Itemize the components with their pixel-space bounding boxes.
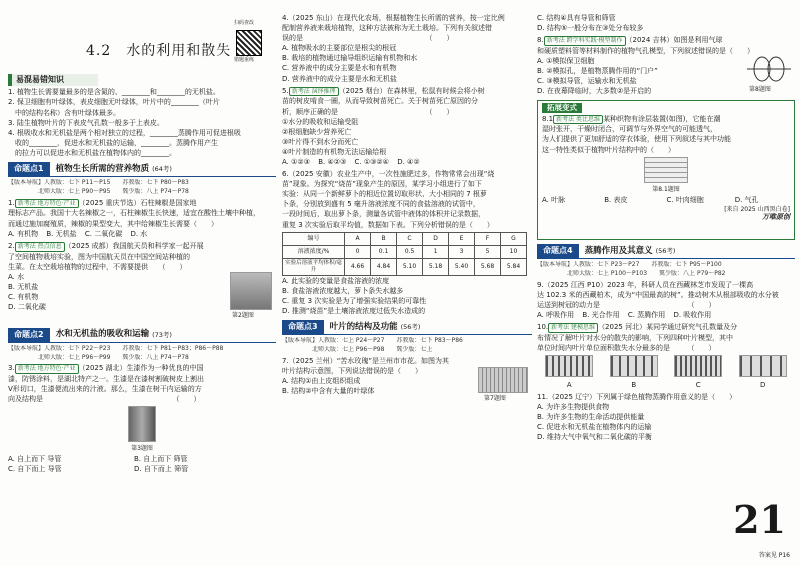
option[interactable]: C. 重复 3 次实验是为了增强实验结果的可靠性 — [282, 297, 427, 306]
option[interactable]: B. 栽培的植物通过输导组织运输有机物和水 — [282, 54, 418, 63]
option[interactable]: C. 叶肉细胞 — [666, 195, 704, 204]
new-method-tag: 新考法 演绎推理 — [289, 87, 339, 97]
leaf-model-figure — [674, 355, 722, 377]
yhx-list — [8, 88, 276, 158]
option[interactable]: A. 有机物 — [8, 229, 39, 238]
table-row: 溶液浓度/% 0 0.1 0.5 1 3 5 10 — [283, 245, 527, 258]
new-method-tag: 新考法 热点信息 — [15, 242, 65, 252]
version-guide: 【版本导航】人教版：七上 P24～P27 苏教版：七下 P83～P86 — [282, 337, 463, 345]
option[interactable]: B. ②模拟孔，是植物蒸腾作用的“门户” — [537, 67, 658, 76]
yhx-item: 3. 陆生植物叶片的下表皮气孔数一般多于上表皮。 — [8, 118, 164, 127]
option[interactable]: A. ①模拟保卫细胞 — [537, 57, 595, 66]
option[interactable]: C. ③模拟导管，运输水和无机盐 — [537, 77, 637, 86]
figure-caption: 第2题图 — [232, 311, 254, 319]
option[interactable]: B. 自上而下 筛管 — [134, 455, 188, 464]
option[interactable]: D. 在夜幕降临时，大多数②是开启的 — [537, 87, 652, 96]
option[interactable]: D. 结构⑤一般分布在③处分布较多 — [537, 24, 644, 33]
option[interactable]: D. 自下而上 筛管 — [134, 465, 189, 474]
option[interactable]: B. 表皮 — [604, 195, 628, 204]
figure-caption: 第7题图 — [484, 394, 506, 402]
question-4: 4.（2025 东山）在现代化农场，根据植物生长所需的营养，按一定比例 配制营养液来栽培植物，这种方法被称为无土栽培。下列有关叙述错 误的是 （ ） A. 植物吸水的主要部位是根尖的根冠 B. 栽培的植物通过输导组织运输有机物和水 C. 营养液中的成分主要是水和有机物 D. 营养液中的成分主要是水和无机盐 — [282, 14, 532, 84]
option[interactable]: B. 结构②中含有大量的叶绿体 — [282, 387, 375, 396]
yhx-item: 收的________，促进水和无机盐的运输，________。蒸腾作用产生 — [8, 138, 218, 147]
option[interactable]: D. 气孔 — [734, 195, 759, 204]
statement: ③叶片得不到水分而死亡 — [282, 137, 359, 146]
option[interactable]: D. 推测“烧苗”是土壤溶液浓度过低失水造成的 — [282, 307, 426, 316]
page-number: 21 — [733, 496, 786, 542]
qr-code[interactable] — [236, 30, 262, 56]
figure-stomata-model — [747, 54, 791, 84]
option[interactable]: A. 为许多生物提供食物 — [537, 402, 610, 411]
answer-reference: 答案见 P16 — [758, 552, 790, 560]
table-row: 实验后溶液平均体积/毫升 4.66 4.84 5.10 5.18 5.40 5.68 5.84 — [283, 258, 527, 275]
section-header-4: 命题点4 蒸腾作用及其意义 (56考) — [537, 244, 795, 259]
leaf-model-options — [537, 355, 795, 389]
leaf-model-figure — [610, 355, 658, 377]
question-7-cont — [537, 14, 795, 33]
option[interactable]: A. 植物吸水的主要部位是根尖的根冠 — [282, 44, 397, 53]
qr-caption-2: 错题重练 — [234, 57, 255, 63]
version-guide: 北师大版：七上 P100～P103 冀少版：八上 P79～P82 — [537, 270, 726, 278]
question-1: 1. 新考法 地方特色·产业 （2025 重庆节选）石柱辣椒是国家地 理标志产品。我国十大名辣椒之一，石柱辣椒生长快速，适宜在酸性土壤中种植， 而通过施加腐殖质，辣椒的果型变大，其中给辣椒生长需要（ ） A. 有机物 B. 无机盐 C. 二氧化碳 D. 水 — [8, 198, 260, 238]
option[interactable]: D. 二氧化碳 — [8, 302, 46, 311]
yhx-item: 2. 保卫细胞有叶绿体，表皮细胞无叶绿体，叶片中的________（叶片 — [8, 98, 220, 107]
option[interactable]: B. 光合作用 — [582, 311, 620, 320]
figure-caption: 第3题图 — [131, 445, 153, 453]
option[interactable]: B. 食盐溶液浓度越大，萝卜条失水越多 — [282, 287, 404, 296]
statement: ④叶片制造的有机物无法运输给根 — [282, 147, 387, 156]
figure-astronaut-photo — [230, 272, 272, 310]
option[interactable]: D. 水 — [130, 229, 148, 238]
option[interactable]: D. 维持大气中氧气和二氧化碳的平衡 — [537, 432, 652, 441]
option[interactable]: C. ①③②④ — [354, 158, 389, 167]
yhx-item: 4. 根吸收水和无机盐是两个相对独立的过程，________蒸腾作用可促进根吸 — [8, 128, 241, 137]
option[interactable]: C. 结构④具有导管和筛管 — [537, 14, 616, 22]
option[interactable]: A. 自上而下 导管 — [8, 455, 62, 464]
question-8: 8. 新考法 跨学科实践·模型制作 （2024 吉林）如图是利用气球 和硬质塑料管等材料制作的植物气孔模型，下列叙述错误的是（ ） A. ①模拟保卫细胞 B. ②模拟孔，是植物蒸腾作用的“门户” C. ③模拟导管，运输水和无机盐 D. 在夜幕降临时，大多数②是开启的 第8题图 — [537, 36, 795, 96]
option[interactable]: C. 二氧化碳 — [84, 229, 123, 238]
version-guide: 【版本导航】人教版：七下 P11～P15 苏教版：七下 P80～P83 — [8, 179, 189, 187]
option[interactable]: A. ①②③ — [282, 158, 310, 167]
extension-title: 拓展变式 — [542, 103, 582, 113]
version-guide: 北师大版：七上 P96～P98 冀少版：七上 — [282, 346, 433, 354]
question-5: 5. 新考法 演绎推理 （2025 烟台）在森林里，松鼠有时候会将小树 苗的树皮啃食一圈，从而导致树苗死亡。关于树苗死亡原因的分 析，顺序正确的是 （ ） ①水分的吸收和运输受阻 ②根细胞缺少营养死亡 ③叶片得不到水分而死亡 ④叶片制造的有机物无法运输给根 A. ①②③ B. ④②③ C. ①③②④ D. ④② — [282, 87, 532, 167]
option[interactable]: B. 无机盐 — [46, 229, 77, 238]
option[interactable]: C. 营养液中的成分主要是水和有机物 — [282, 64, 397, 73]
leaf-model-figure — [545, 355, 593, 377]
question-6: 6.（2025 安徽）农业生产中，一次性施肥过多，作物常常会出现“烧 苗”现象。为探究“烧苗”现象产生的原因，某学习小组进行了如下 实验：从同一个新鲜萝卜的相近位置切取形状、大小相同的 7 根萝 卜条，分别放到盛有 5 毫升溶液浓度不同的食盐溶液的试管中， 一段时间后，取出萝卜条，测量各试管中液体的体积并记录数据， 重复 3 次实验后取平均值，数据如下表。下列分析错误的是（ ） 编号 A B C D E F G 溶液浓度/% 0 0.1 0.5 1 3 5 10 实验后溶液平均体积/毫升 4.66 4.84 5.10 5.18 5.40 5.68 5.84 A. 此实验的变量是食盐溶液的浓度 B. 食盐溶液浓度越大，萝卜条失水越多 C. 重复 3 次实验是为了增强实验结果的可靠性 D. 推测“烧苗”是土壤溶液浓度过低失水造成的 — [282, 170, 532, 316]
figure-caption: 第8题图 — [749, 86, 771, 94]
leaf-model-c[interactable]: C — [674, 355, 722, 389]
option[interactable]: C. 有机物 — [8, 292, 39, 301]
option[interactable]: B. ④②③ — [318, 158, 347, 167]
yhx-item: 1. 植物生长需要量最多的是含氮的、________和________的无机盐。 — [8, 88, 220, 97]
version-guide: 北师大版：七上 P96～P99 冀少版：八上 P74～P78 — [8, 353, 189, 361]
section-header-3: 命题点3 叶片的结构及功能 (56考) — [282, 320, 532, 335]
question-10: 10. 新考法 建模思维 （2025 河北）某同学通过研究气孔数量及分 布情况了解叶片对水分的散失的影响，下列四种叶片模型，其中 单位时间内叶片单位面积散失水分最多的是 （ ） A B C D — [537, 323, 795, 389]
version-guide: 【版本导航】人教版：七下 P23～P27 苏教版：七下 P95～P100 — [537, 261, 722, 269]
option[interactable]: C. 蒸腾作用 — [627, 311, 666, 320]
new-method-tag: 新考法 地方特色·产业 — [15, 364, 79, 374]
figure-lacquer-tree — [128, 406, 156, 442]
brand-mark: 万唯原创 — [762, 213, 790, 222]
option[interactable]: A. 呼吸作用 — [537, 311, 575, 320]
yhx-item: 中的结构名称）含有叶绿体最多。 — [8, 108, 120, 117]
figure-caption: 第8.1题图 — [652, 185, 680, 193]
option[interactable]: A. 此实验的变量是食盐溶液的浓度 — [282, 276, 390, 285]
option[interactable]: A. 水 — [8, 272, 25, 281]
qr-caption: 扫码查改 — [234, 20, 255, 26]
option[interactable]: B. 无机盐 — [8, 282, 39, 291]
version-guide: 北师大版：七上 P90～P95 冀少版：八上 P74～P78 — [8, 187, 189, 195]
section-header-1: 命题点1 植物生长所需的营养物质 (64考) — [8, 162, 276, 177]
yhx-heading: 易混易错知识 — [8, 74, 98, 86]
option[interactable]: B. 为许多生物的生命活动提供能量 — [537, 412, 645, 421]
figure-leaf-cross-section — [478, 367, 528, 393]
question-2: 2. 新考法 热点信息 （2025 成都）我国航天员和科学家一起开展 了空间植物栽培实验，图为中国航天员在中国空间站种植的 生菜。在太空栽培植物的过程中，不需要提供 （ ） A. 水 B. 无机盐 C. 有机物 D. 二氧化碳 第2题图 — [8, 242, 276, 324]
section-header-2: 命题点2 水和无机盐的吸收和运输 (73考) — [8, 328, 276, 343]
leaf-model-b[interactable]: B — [610, 355, 658, 389]
left-column — [8, 0, 276, 566]
option[interactable]: D. ④② — [397, 158, 420, 167]
new-method-tag: 新考法 建模思维 — [548, 323, 598, 333]
question-9: 9.（2025 江西 P10）2023 年，科研人员在西藏林芝市发现了一棵高 达 102.3 米的西藏柏木，成为“中国最高的树”。推动树木从根部吸收的水分被 运送到树冠的动力是 （ ） A. 呼吸作用 B. 光合作用 C. 蒸腾作用 D. 吸收作用 — [537, 281, 779, 320]
option[interactable]: D. 营养液中的成分主要是水和无机盐 — [282, 74, 397, 83]
statement: ①水分的吸收和运输受阻 — [282, 117, 359, 126]
source-note: [来自 2025 山西黑白卷] — [724, 205, 790, 213]
option[interactable]: A. 叶脉 — [542, 195, 566, 204]
leaf-model-a[interactable]: A — [545, 355, 593, 389]
data-table — [282, 232, 527, 276]
new-method-tag: 新考法 跨学科实践·模型制作 — [544, 36, 626, 46]
yhx-item: 的拉力可以促进水和无机盐在植物体内的________。 — [8, 148, 176, 157]
version-guide: 【版本导航】人教版：七下 P22～P23 苏教版：七下 P81～P83；P86～P88 — [8, 344, 224, 352]
middle-column — [282, 0, 532, 566]
question-11: 11.（2025 辽宁）下列属于绿色植物蒸腾作用意义的是（ ） A. 为许多生物提供食物 B. 为许多生物的生命活动提供能量 C. 促进水和无机盐在植物体内的运输 D. 维持大气中氧气和二氧化碳的平衡 — [537, 393, 795, 442]
table-header-row: 编号 A B C D E F G — [283, 232, 527, 245]
statement: ②根细胞缺少营养死亡 — [282, 127, 352, 136]
figure-fabric-coating — [644, 157, 688, 183]
leaf-model-d[interactable]: D — [739, 355, 787, 389]
question-3: 3. 新考法 地方特色·产业 （2025 湖北）生漆作为一种优良的中国 漆，防锈涂料，是湖北特产之一。生漆是在漆树割破树皮上割出 V形切口，生漆便流出来的汁液。那么，生漆在树干内运输的方 向及结构是 （ ） 第3题图 A. 自上而下 导管 B. 自上而下 筛管 C. 自下而上 导管 D. 自下而上 筛管 — [8, 364, 276, 474]
right-column — [537, 0, 795, 566]
leaf-model-figure — [739, 355, 787, 377]
extension-box: 拓展变式 8.1 新考法 类比思维 某种织物有涂层装置(如图)，它能在潮 湿时张开，干燥时闭合，可调节与外界空气的可能透气， 为人们提供了更加舒适的穿衣体验，使用下列叙述与其中功能 这一特性类似于植物叶片结构中的（ ） 第8.1题图 A. 叶脉 B. 表皮 C. 叶肉细胞 D. 气孔 [来自 2025 山西黑白卷] 万唯原创 — [537, 100, 795, 240]
option[interactable]: C. 自下而上 导管 — [8, 465, 62, 474]
option[interactable]: A. 结构①由上皮组织组成 — [282, 377, 361, 386]
new-method-tag: 新考法 类比思维 — [553, 115, 603, 125]
question-7: 7.（2025 兰州）“苦水玫瑰”是兰州市市花。如图为其 叶片结构示意图，下列说法错误的是（ ） A. 结构①由上皮组织组成 B. 结构②中含有大量的叶绿体 第7题图 — [282, 357, 532, 396]
option[interactable]: C. 促进水和无机盐在植物体内的运输 — [537, 422, 652, 431]
new-method-tag: 新考法 地方特色·产业 — [15, 199, 79, 209]
option[interactable]: D. 吸收作用 — [673, 311, 712, 320]
page-title: 4.2 水的利用和散失 — [86, 43, 232, 59]
